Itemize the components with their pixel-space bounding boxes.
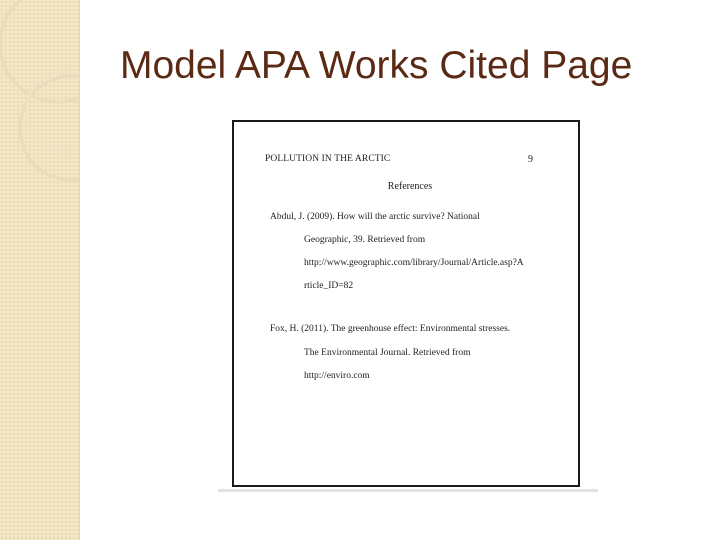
reference-line: http://www.geographic.com/library/Journal/Article.asp?A <box>304 258 524 268</box>
reference-line: Geographic, 39. Retrieved from <box>304 235 426 245</box>
reference-line: http://enviro.com <box>304 371 370 381</box>
page-number: 9 <box>528 154 533 165</box>
reference-line: rticle_ID=82 <box>304 281 354 291</box>
reference-line: The Environmental Journal. Retrieved from <box>304 348 471 358</box>
decorative-sidebar <box>0 0 80 540</box>
document-page <box>232 120 580 487</box>
reference-line: Fox, H. (2011). The greenhouse effect: Environmental stresses. <box>270 324 511 334</box>
slide-title: Model APA Works Cited Page <box>120 44 633 87</box>
page-shadow <box>218 489 598 492</box>
running-head: POLLUTION IN THE ARCTIC <box>265 154 391 164</box>
reference-line: Abdul, J. (2009). How will the arctic survive? National <box>270 212 480 222</box>
references-heading: References <box>387 181 433 192</box>
decorative-circles <box>0 0 80 540</box>
